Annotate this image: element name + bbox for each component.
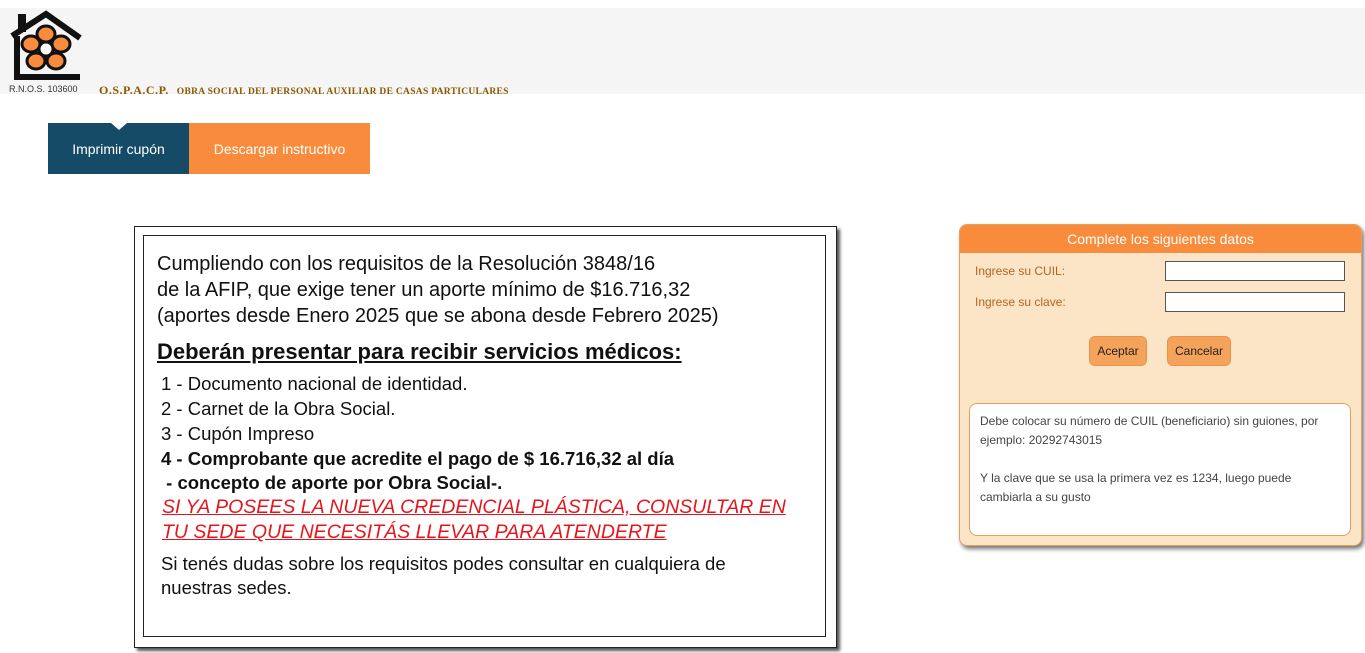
organization-acronym: O.S.P.A.C.P. [99, 83, 169, 97]
login-panel [959, 224, 1362, 546]
notice-intro-line: Cumpliendo con los requisitos de la Resolución 3848/16 [157, 253, 656, 275]
cuil-help-text: Debe colocar su número de CUIL (beneficiario) sin guiones, por ejemplo: 20292743015 [980, 414, 1319, 447]
requirement-item: - concepto de aporte por Obra Social-. [161, 472, 503, 493]
password-label: Ingrese su clave: [975, 295, 1066, 309]
requirement-item: 4 - Comprobante que acredite el pago de $ 16.716,32 al día [161, 448, 675, 469]
requirement-item: 3 - Cupón Impreso [161, 423, 315, 444]
password-input[interactable] [1165, 292, 1345, 312]
doubts-line: nuestras sedes. [161, 577, 292, 598]
organization-name [99, 81, 509, 99]
rnos-label: R.N.O.S. 103600 [9, 84, 78, 94]
login-panel-title: Complete los siguientes datos [960, 225, 1361, 253]
notice-heading: Deberán presentar para recibir servicios médicos: [157, 339, 682, 364]
site-header [0, 8, 1365, 97]
print-coupon-label: Imprimir cupón [72, 140, 165, 157]
organization-full-name: OBRA SOCIAL DEL PERSONAL AUXILIAR DE CASAS PARTICULARES [176, 87, 509, 97]
house-flower-logo-icon [8, 10, 84, 82]
accept-button[interactable]: Aceptar [1089, 336, 1147, 366]
requirement-item: 2 - Carnet de la Obra Social. [161, 398, 396, 419]
requirement-item: 1 - Documento nacional de identidad. [161, 373, 468, 394]
credential-warning-line: TU SEDE QUE NECESITÁS LLEVAR PARA ATENDERTE [162, 521, 667, 543]
print-coupon-tab[interactable] [48, 123, 189, 174]
credential-warning-line: SI YA POSEES LA NUEVA CREDENCIAL PLÁSTICA, CONSULTAR EN [162, 496, 786, 518]
cuil-input[interactable] [1165, 261, 1345, 281]
notice-intro-line: (aportes desde Enero 2025 que se abona desde Febrero 2025) [157, 305, 719, 327]
notice-intro-line: de la AFIP, que exige tener un aporte mínimo de $16.716,32 [157, 279, 691, 301]
active-tab-notch [111, 123, 127, 130]
cuil-label: Ingrese su CUIL: [975, 264, 1066, 278]
notice-intro [157, 251, 719, 329]
download-instructions-tab[interactable] [189, 123, 370, 174]
doubts-line: Si tenés dudas sobre los requisitos podes consultar en cualquiera de [161, 553, 726, 574]
password-help-text: Y la clave que se usa la primera vez es 1234, luego puede cambiarla a su gusto [980, 471, 1292, 504]
login-help-box [969, 403, 1351, 536]
doubts-text [161, 552, 726, 600]
download-instructions-label: Descargar instructivo [213, 140, 346, 157]
cancel-button[interactable]: Cancelar [1167, 336, 1231, 366]
